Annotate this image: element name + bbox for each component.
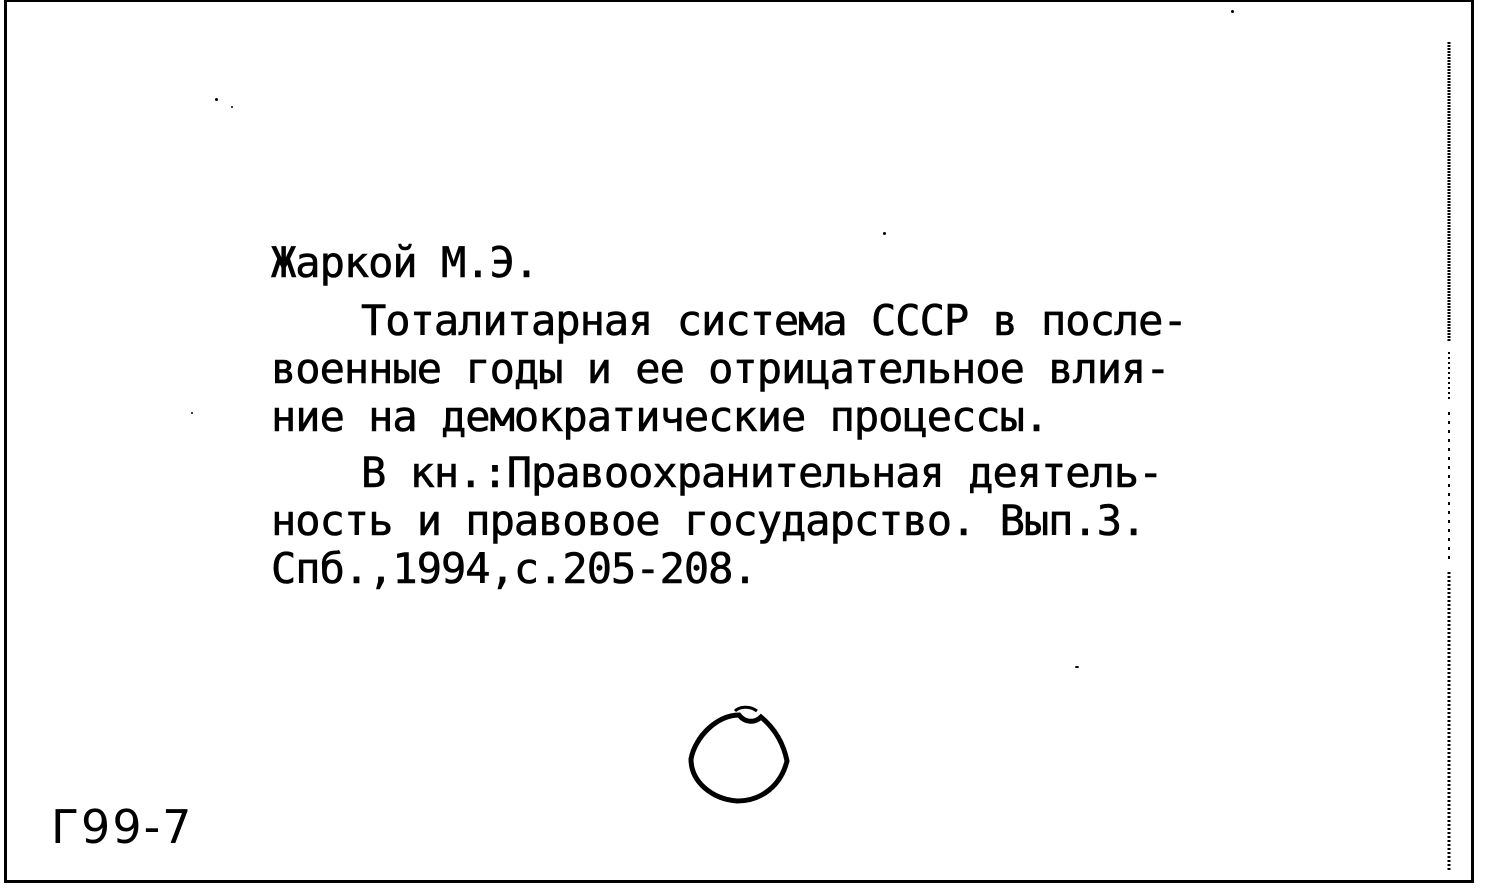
speck: [191, 412, 193, 414]
title-line-1: Тоталитарная система СССР в после-: [361, 296, 1187, 345]
punch-hole-icon: [677, 697, 807, 822]
speck: [1231, 10, 1234, 13]
source-line-2: ность и правовое государство. Вып.3.: [271, 496, 1146, 545]
speck: [215, 98, 218, 101]
title-line-2: военные годы и ее отрицательное влия-: [271, 344, 1170, 393]
speck: [1075, 666, 1079, 668]
speck: [883, 232, 886, 235]
source-line-3: Спб.,1994,с.205-208.: [271, 544, 757, 593]
card-edge-strip: [1443, 42, 1463, 872]
catalog-card: [4, 0, 1474, 883]
author-line: Жаркой М.Э.: [271, 238, 539, 287]
title-line-3: ние на демократические процессы.: [271, 392, 1049, 441]
source-line-1: В кн.:Правоохранительная деятель-: [361, 448, 1163, 497]
shelf-mark: Г99-7: [51, 800, 194, 854]
speck: [231, 106, 233, 108]
